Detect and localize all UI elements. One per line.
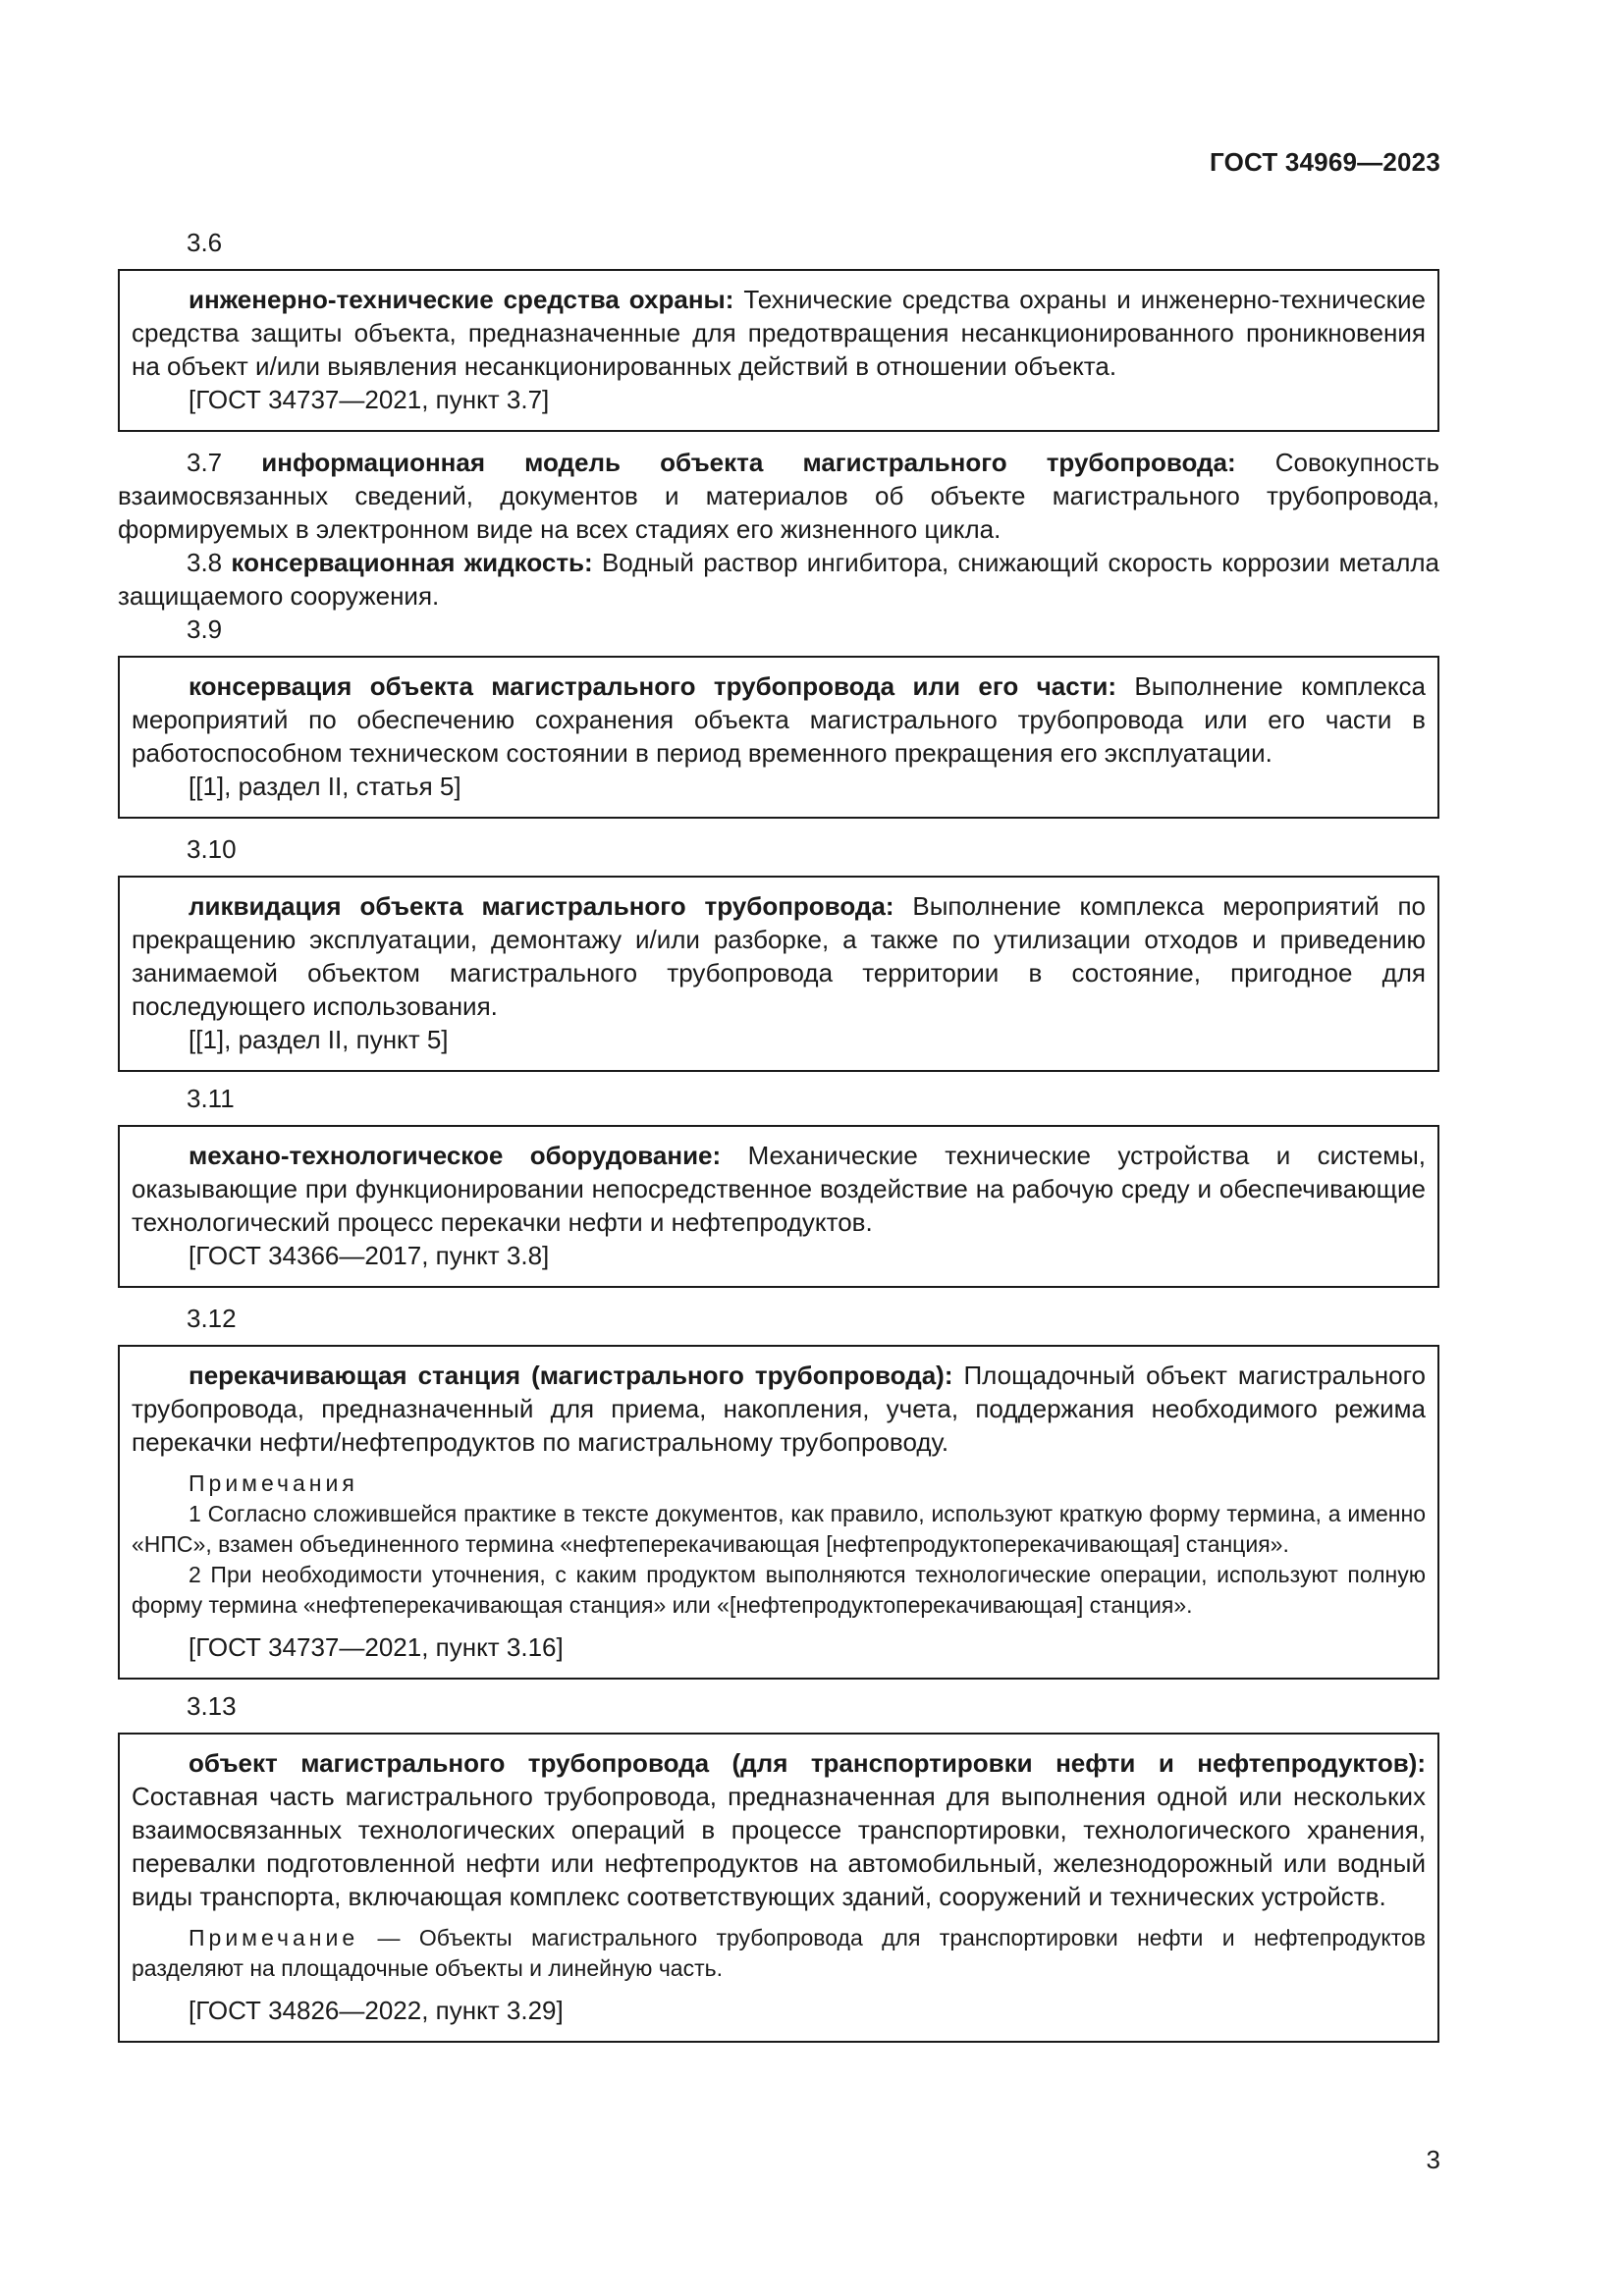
note-item: 1 Согласно сложившейся практике в тексте документов, как правило, используют краткую форму термина, а именно «НПС», взамен объединенного термина «нефтеперекачивающая [нефтепродуктоперекачивающая] станция». [132, 1501, 1426, 1557]
term-box-3-13 [118, 1733, 1439, 2043]
term-definition [132, 1746, 1426, 1913]
term-source: [[1], раздел II, пункт 5] [189, 1025, 449, 1054]
term-definition [132, 889, 1426, 1023]
note-block [132, 1923, 1426, 1984]
term-source: [ГОСТ 34737—2021, пункт 3.7] [189, 385, 550, 414]
term-name: перекачивающая станция (магистрального трубопровода): [189, 1361, 953, 1390]
notes-block [132, 1468, 1426, 1621]
term-definition [132, 1359, 1426, 1459]
term-name: информационная модель объекта магистрального трубопровода: [261, 448, 1236, 477]
term-entry-3-8 [118, 546, 1439, 613]
entry-number: 3.7 [187, 448, 223, 477]
entry-number: 3.11 [187, 1084, 235, 1113]
term-box-3-9 [118, 656, 1439, 819]
term-name: объект магистрального трубопровода (для транспортировки нефти и нефтепродуктов): [189, 1748, 1426, 1778]
term-text: Технические средства охраны и инженерно-технические средства защиты объекта, предназначенные для предотвращения несанкционированного проникновения на объект и/или выявления несанкционированных действий в отношении объекта. [132, 285, 1426, 381]
notes-heading: Примечания [189, 1470, 358, 1496]
note-label: Примечание [189, 1925, 359, 1950]
note-text: — Объекты магистрального трубопровода для транспортировки нефти и нефтепродуктов разделяют на площадочные объекты и линейную часть. [132, 1925, 1426, 1981]
term-box-3-10 [118, 876, 1439, 1072]
term-definition [132, 669, 1426, 770]
term-name: ликвидация объекта магистрального трубопровода: [189, 891, 894, 921]
entry-number: 3.13 [187, 1691, 237, 1721]
term-text: Выполнение комплекса мероприятий по обеспечению сохранения объекта магистрального трубопровода или его части в работоспособном техническом состоянии в период временного прекращения его эксплуатации. [132, 671, 1426, 768]
term-text: Механические технические устройства и системы, оказывающие при функционировании непосредственное воздействие на рабочую среду и обеспечивающие технологический процесс перекачки нефти и нефтепродуктов. [132, 1141, 1427, 1237]
term-text: Выполнение комплекса мероприятий по прекращению эксплуатации, демонтажу и/или разборке, а также по утилизации отходов и приведению занимаемой объектом магистрального трубопровода территории в состояние, пригодное для последующего использования. [132, 891, 1426, 1021]
term-name: инженерно-технические средства охраны: [189, 285, 734, 314]
term-text: Составная часть магистрального трубопровода, предназначенная для выполнения одной или нескольких взаимосвязанных технологических операций в процессе транспортировки, технологического хранения, перевалки подготовленной нефти или нефтепродуктов на автомобильный, железнодорожный или водный виды транспорта, включающая комплекс соответствующих зданий, сооружений и технических устройств. [132, 1782, 1426, 1911]
term-source: [ГОСТ 34737—2021, пункт 3.16] [189, 1632, 564, 1662]
term-box-3-12 [118, 1345, 1439, 1680]
term-text: Совокупность взаимосвязанных сведений, документов и материалов об объекте магистрального трубопровода, формируемых в электронном виде на всех стадиях его жизненного цикла. [118, 448, 1439, 544]
page-number: 3 [1426, 2145, 1440, 2174]
plain-entries [118, 446, 1439, 613]
term-text: Площадочный объект магистрального трубопровода, предназначенный для приема, накопления, учета, поддержания необходимого режима перекачки нефти/нефтепродуктов по магистральному трубопроводу. [132, 1361, 1426, 1457]
entry-number: 3.10 [187, 834, 237, 864]
term-box-3-11 [118, 1125, 1439, 1288]
term-box-3-6 [118, 269, 1439, 432]
term-name: консервация объекта магистрального трубопровода или его части: [189, 671, 1117, 701]
term-definition [132, 1139, 1426, 1239]
note-item: 2 При необходимости уточнения, с каким продуктом выполняются технологические операции, используют полную форму термина «нефтеперекачивающая станция» или «[нефтепродуктоперекачивающая] станция». [132, 1562, 1426, 1618]
term-source: [ГОСТ 34366—2017, пункт 3.8] [189, 1241, 550, 1270]
term-name: консервационная жидкость: [231, 548, 593, 577]
entry-number: 3.12 [187, 1304, 237, 1333]
term-definition [132, 283, 1426, 383]
term-entry-3-7 [118, 446, 1439, 546]
note-item [132, 1923, 1426, 1984]
terms-section [118, 226, 1439, 2043]
entry-number: 3.8 [187, 548, 223, 577]
term-name: механо-технологическое оборудование: [189, 1141, 722, 1170]
term-text: Водный раствор ингибитора, снижающий скорость коррозии металла защищаемого сооружения. [118, 548, 1439, 611]
entry-number: 3.6 [187, 228, 223, 257]
document-code-header: ГОСТ 34969—2023 [1210, 147, 1440, 177]
term-source: [[1], раздел II, статья 5] [189, 772, 461, 801]
term-source: [ГОСТ 34826—2022, пункт 3.29] [189, 1996, 564, 2025]
entry-number: 3.9 [187, 614, 223, 644]
